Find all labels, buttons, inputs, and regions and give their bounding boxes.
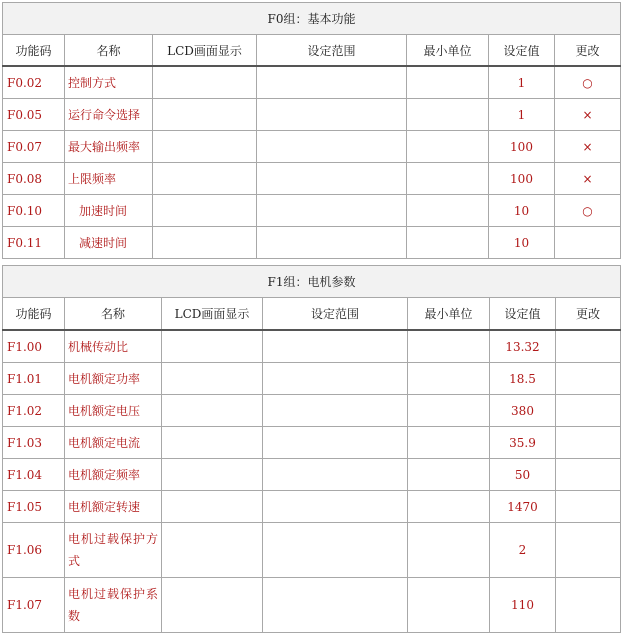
table-row <box>3 131 621 163</box>
parameter-table-f0 <box>2 2 621 259</box>
range-cell <box>257 66 407 99</box>
param-name: 加速时间 <box>65 195 153 227</box>
change-mark <box>556 578 621 633</box>
param-code: F1.04 <box>3 459 65 491</box>
param-value: 100 <box>489 131 555 163</box>
min-unit-cell <box>407 227 489 259</box>
table-row <box>3 491 621 523</box>
table-row <box>3 459 621 491</box>
param-name: 控制方式 <box>65 66 153 99</box>
param-name: 最大输出频率 <box>65 131 153 163</box>
param-code: F0.11 <box>3 227 65 259</box>
param-name: 电机过载保护方式 <box>65 523 162 578</box>
param-code: F1.02 <box>3 395 65 427</box>
min-unit-cell <box>407 99 489 131</box>
param-value: 10 <box>489 227 555 259</box>
header-change: 更改 <box>556 298 621 331</box>
header-code: 功能码 <box>3 298 65 331</box>
param-name: 电机额定电压 <box>65 395 162 427</box>
param-code: F1.00 <box>3 330 65 363</box>
param-name: 电机额定频率 <box>65 459 162 491</box>
change-mark: ○ <box>555 195 621 227</box>
param-value: 380 <box>490 395 556 427</box>
param-code: F0.05 <box>3 99 65 131</box>
table-row <box>3 66 621 99</box>
table-row <box>3 427 621 459</box>
range-cell <box>257 195 407 227</box>
header-row <box>3 298 621 331</box>
param-code: F0.08 <box>3 163 65 195</box>
change-mark <box>555 227 621 259</box>
range-cell <box>257 99 407 131</box>
range-cell <box>263 363 408 395</box>
param-name: 电机过载保护系数 <box>65 578 162 633</box>
lcd-cell <box>162 523 263 578</box>
header-name: 名称 <box>65 298 162 331</box>
parameter-table-f1 <box>2 265 621 633</box>
param-value: 50 <box>490 459 556 491</box>
change-mark: × <box>555 99 621 131</box>
param-code: F0.07 <box>3 131 65 163</box>
change-mark <box>556 427 621 459</box>
range-cell <box>263 395 408 427</box>
min-unit-cell <box>408 363 490 395</box>
change-mark <box>556 330 621 363</box>
min-unit-cell <box>407 163 489 195</box>
section-title: F0组：基本功能 <box>3 3 621 35</box>
header-code: 功能码 <box>3 35 65 67</box>
table-row <box>3 330 621 363</box>
change-mark <box>556 363 621 395</box>
change-mark <box>556 491 621 523</box>
min-unit-cell <box>408 330 490 363</box>
param-code: F1.01 <box>3 363 65 395</box>
range-cell <box>263 330 408 363</box>
header-value: 设定值 <box>490 298 556 331</box>
min-unit-cell <box>407 131 489 163</box>
range-cell <box>257 131 407 163</box>
lcd-cell <box>162 395 263 427</box>
range-cell <box>257 163 407 195</box>
table-row <box>3 363 621 395</box>
table-row <box>3 578 621 633</box>
table-row <box>3 227 621 259</box>
lcd-cell <box>153 131 257 163</box>
range-cell <box>263 427 408 459</box>
header-change: 更改 <box>555 35 621 67</box>
header-name: 名称 <box>65 35 153 67</box>
lcd-cell <box>162 491 263 523</box>
min-unit-cell <box>407 195 489 227</box>
change-mark <box>556 395 621 427</box>
param-name: 上限频率 <box>65 163 153 195</box>
param-value: 13.32 <box>490 330 556 363</box>
param-code: F1.06 <box>3 523 65 578</box>
lcd-cell <box>162 578 263 633</box>
param-code: F1.07 <box>3 578 65 633</box>
header-lcd: LCD画面显示 <box>162 298 263 331</box>
lcd-cell <box>162 330 263 363</box>
param-value: 35.9 <box>490 427 556 459</box>
param-code: F1.03 <box>3 427 65 459</box>
change-mark <box>556 459 621 491</box>
param-value: 10 <box>489 195 555 227</box>
min-unit-cell <box>408 427 490 459</box>
header-min-unit: 最小单位 <box>407 35 489 67</box>
param-code: F0.02 <box>3 66 65 99</box>
range-cell <box>263 578 408 633</box>
min-unit-cell <box>408 578 490 633</box>
param-value: 100 <box>489 163 555 195</box>
param-value: 1 <box>489 99 555 131</box>
lcd-cell <box>153 99 257 131</box>
lcd-cell <box>162 427 263 459</box>
header-range: 设定范围 <box>257 35 407 67</box>
change-mark: × <box>555 163 621 195</box>
change-mark: ○ <box>555 66 621 99</box>
param-name: 电机额定转速 <box>65 491 162 523</box>
table-row <box>3 195 621 227</box>
range-cell <box>263 523 408 578</box>
param-code: F0.10 <box>3 195 65 227</box>
table-row <box>3 523 621 578</box>
range-cell <box>263 491 408 523</box>
table-row <box>3 395 621 427</box>
lcd-cell <box>153 227 257 259</box>
header-lcd: LCD画面显示 <box>153 35 257 67</box>
header-range: 设定范围 <box>263 298 408 331</box>
param-value: 18.5 <box>490 363 556 395</box>
param-value: 1 <box>489 66 555 99</box>
param-name: 运行命令选择 <box>65 99 153 131</box>
table-row <box>3 163 621 195</box>
lcd-cell <box>162 459 263 491</box>
min-unit-cell <box>408 395 490 427</box>
lcd-cell <box>153 195 257 227</box>
lcd-cell <box>153 66 257 99</box>
range-cell <box>257 227 407 259</box>
param-value: 1470 <box>490 491 556 523</box>
param-name: 电机额定电流 <box>65 427 162 459</box>
header-row <box>3 35 621 67</box>
param-value: 110 <box>490 578 556 633</box>
range-cell <box>263 459 408 491</box>
param-name: 机械传动比 <box>65 330 162 363</box>
header-min-unit: 最小单位 <box>408 298 490 331</box>
table-row <box>3 99 621 131</box>
lcd-cell <box>162 363 263 395</box>
min-unit-cell <box>408 459 490 491</box>
change-mark: × <box>555 131 621 163</box>
lcd-cell <box>153 163 257 195</box>
header-value: 设定值 <box>489 35 555 67</box>
change-mark <box>556 523 621 578</box>
param-name: 减速时间 <box>65 227 153 259</box>
param-value: 2 <box>490 523 556 578</box>
param-name: 电机额定功率 <box>65 363 162 395</box>
min-unit-cell <box>408 491 490 523</box>
min-unit-cell <box>408 523 490 578</box>
section-title: F1组：电机参数 <box>3 266 621 298</box>
param-code: F1.05 <box>3 491 65 523</box>
min-unit-cell <box>407 66 489 99</box>
